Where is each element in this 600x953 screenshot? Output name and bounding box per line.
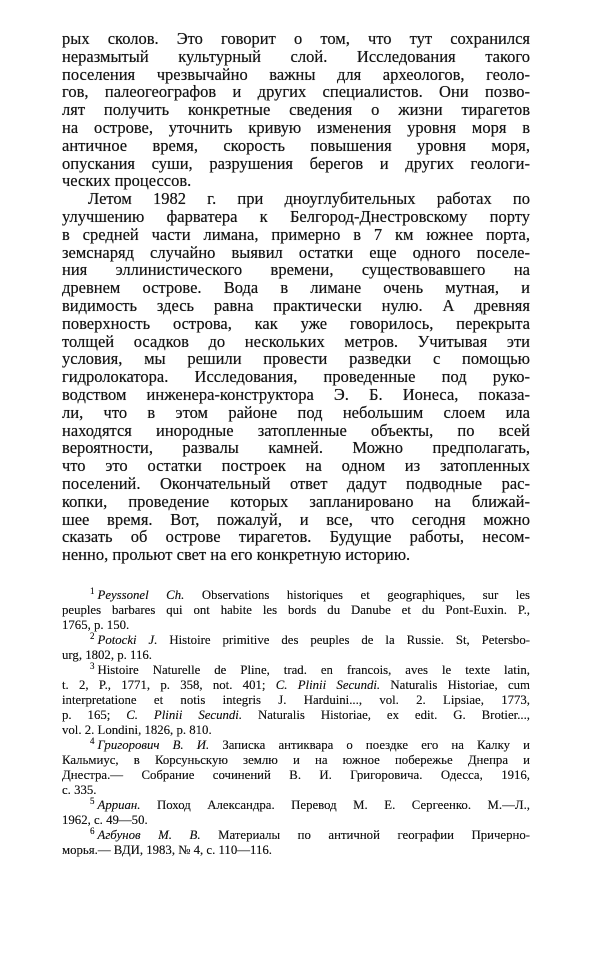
text-line: неразмытый культурный слой. Исследования такого (62, 46, 530, 66)
footnote-text: 1765, p. 150. (62, 618, 130, 632)
text-line: Летом 1982 г. при дноуглубительных работах по (88, 189, 530, 209)
paragraph (62, 190, 530, 564)
footnote (62, 825, 530, 858)
footnote-line (62, 660, 530, 678)
footnote-author: C. Plinii Secundi. (275, 678, 381, 692)
footnote-text: Поход Александра. Перевод М. Е. Сергеенко. М.—Л., (140, 798, 530, 812)
footnote-number: 3 (90, 660, 95, 671)
footnote-text: Днестра.— Собрание сочинений В. И. Григоровича. Одесса, 1916, (62, 768, 530, 782)
footnote-author: Григорович В. И. (97, 738, 210, 752)
footnote-line (62, 735, 530, 753)
footnote-text: vol. 2. Londini, 1826, p. 810. (62, 723, 212, 737)
footnote-line (62, 693, 530, 708)
footnote-text: peuples barbares qui ont habite les bords du Danube et du Pont-Euxin. P., (62, 603, 530, 617)
paragraph (62, 30, 530, 190)
footnote-line (62, 795, 530, 813)
text-line: видимость здесь равна практически нулю. А древняя (62, 295, 530, 315)
text-line: поселений. Окончательный ответ дадут подводные рас- (62, 473, 530, 493)
text-line: шее время. Вот, пожалуй, и все, что сегодня можно (62, 509, 530, 529)
text-line: находятся инородные затопленные объекты, по всей (62, 420, 530, 440)
text-line: условия, мы решили провести разведки с помощью (62, 349, 530, 369)
footnote-author: Potocki J. (97, 633, 158, 647)
footnote-number: 5 (90, 795, 95, 806)
footnote-line (62, 723, 530, 738)
footnotes (62, 585, 530, 858)
footnote-line (62, 648, 530, 663)
footnote-line (62, 678, 530, 693)
footnote (62, 630, 530, 663)
text-line: гов, палеогеографов и других специалистов. Они позво- (62, 82, 530, 102)
footnote-text: p. 165; (62, 708, 127, 722)
footnote (62, 795, 530, 828)
text-line: в средней части лимана, примерно в 7 км южнее порта, (62, 224, 530, 244)
footnote (62, 585, 530, 633)
footnote-line (62, 753, 530, 768)
footnote-line (62, 825, 530, 843)
text-line: античное время, скорость повышения уровня моря, (62, 135, 530, 155)
footnote-line (62, 603, 530, 618)
footnote-text: Naturalis Historiae, cum (380, 678, 530, 692)
text-line: вероятности, развалы камней. Можно предполагать, (62, 438, 530, 458)
text-line: улучшению фарватера к Белгород-Днестровскому порту (62, 206, 530, 226)
text-line: ния эллинистического времени, существовавшего на (62, 260, 530, 280)
footnote-text: Histoire Naturelle de Pline, trad. en francois, aves le texte latin, (97, 663, 530, 677)
footnote-number: 6 (90, 825, 95, 836)
text-line: водством инженера-конструктора Э. Б. Ионеса, показа- (62, 384, 530, 404)
footnote-number: 1 (90, 585, 95, 596)
footnote-line (62, 783, 530, 798)
text-line: земснаряд случайно выявил остатки еще одного поселе- (62, 242, 530, 262)
text-line: ненно, прольют свет на его конкретную историю. (62, 545, 411, 565)
footnote-line (62, 843, 530, 858)
footnote-text: Кальмиус, в Корсуньскую землю и на южное побережье Днепра и (62, 753, 530, 767)
footnote (62, 735, 530, 798)
footnote-author: C. Plinii Secundi. (126, 708, 243, 722)
text-line: что это остатки построек на одном из затопленных (62, 456, 530, 476)
footnote-text: морья.— ВДИ, 1983, № 4, с. 110—116. (62, 843, 272, 857)
footnote (62, 660, 530, 738)
text-line: сказать об острове тирагетов. Будущие работы, несом- (62, 527, 530, 547)
footnote-line (62, 618, 530, 633)
footnote-text: interpretatione et notis integris J. Harduini..., vol. 2. Lipsiae, 1773, (62, 693, 530, 707)
footnote-number: 4 (90, 735, 95, 746)
main-text (62, 30, 530, 564)
text-line: толщей осадков до нескольких метров. Учитывая эти (62, 331, 530, 351)
text-line: копки, проведение которых запланировано на ближай- (62, 491, 530, 511)
footnote-line (62, 708, 530, 723)
text-line: опускания суши, разрушения берегов и других геологи- (62, 153, 530, 173)
text-line: гидролокатора. Исследования, проведенные под руко- (62, 367, 530, 387)
footnote-text: Observations historiques et geographiques, sur les (184, 588, 530, 602)
footnote-author: Арриан. (97, 798, 141, 812)
footnote-number: 2 (90, 630, 95, 641)
footnote-text: 1962, с. 49—50. (62, 813, 148, 827)
footnote-line (62, 768, 530, 783)
footnote-line (62, 630, 530, 648)
text-line: лят получить конкретные сведения о жизни тирагетов (62, 100, 530, 120)
text-line: поселения чрезвычайно важны для археологов, геоло- (62, 64, 530, 84)
footnote-author: Peyssonel Ch. (97, 588, 185, 602)
text-line: ческих процессов. (62, 171, 192, 191)
footnote-text: t. 2, P., 1771, p. 358, not. 401; (62, 678, 276, 692)
footnote-text: Материалы по античной географии Причерно- (200, 828, 530, 842)
footnote-line (62, 813, 530, 828)
text-line: ли, что в этом районе под небольшим слоем ила (62, 402, 530, 422)
text-line: на острове, уточнить кривую изменения уровня моря в (62, 117, 530, 137)
footnote-text: Histoire primitive des peuples de la Russie. St, Petersbo- (157, 633, 530, 647)
footnote-text: с. 335. (62, 783, 97, 797)
footnote-text: Записка антиквара о поездке его на Калку и (209, 738, 530, 752)
footnote-text: Naturalis Historiae, ex edit. G. Brotier..., (242, 708, 530, 722)
text-line: рых сколов. Это говорит о том, что тут сохранился (62, 29, 530, 48)
text-line: поверхность острова, как уже говорилось, перекрыта (62, 313, 530, 333)
footnote-author: Агбунов М. В. (97, 828, 201, 842)
text-line: древнем острове. Вода в лимане очень мутная, и (62, 278, 530, 298)
footnote-text: urg, 1802, p. 116. (62, 648, 152, 662)
footnote-line (62, 585, 530, 603)
